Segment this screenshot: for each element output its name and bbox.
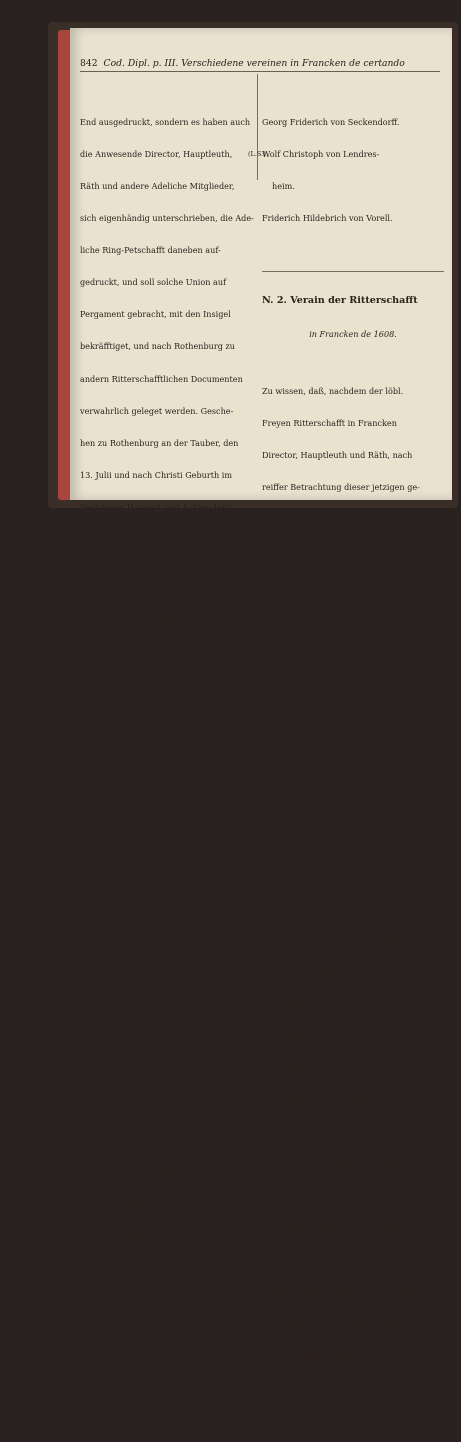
signatory: Lorenz von Guttenberg. <box>90 1163 188 1174</box>
text-line: liche Ring-Petschafft daneben auf- <box>80 245 221 256</box>
text-line: Orth dem Herkommen und seiner Pro- <box>262 963 421 974</box>
running-title: Cod. Dipl. p. III. Verschiedene vereinen in Francken de certando <box>103 58 405 69</box>
signatory-list <box>72 597 256 1421</box>
left-column <box>72 74 256 1442</box>
text-line: sich eigenhändig unterschrieben, die Ade- <box>80 213 254 224</box>
text-line: reiffer Betrachtung dieser jetzigen ge- <box>262 482 420 493</box>
text-line: tzung und Unions Notul zu Rothenburg <box>262 578 424 589</box>
catchword: Sechs <box>419 1380 444 1391</box>
text-line: 13. Julii und nach Christi Geburth im <box>80 469 233 480</box>
text-line: wölb, so darzu bereitet werden soll, ver- <box>262 1252 428 1263</box>
text-line: richt, und forthin also gehalten werden <box>262 867 424 878</box>
text-line: gedruckt, und soll solche Union auf <box>80 277 227 288</box>
text-line: bekräfftiget, und nach Rothenburg zu <box>80 341 235 352</box>
text-line: auf der Tauber sub dato verglichen; In <box>262 610 421 621</box>
text-line: Pergament gebracht, mit den Insigel <box>80 309 231 320</box>
text-line: fährlichen und weit aussehenden Zeiten, <box>262 514 430 525</box>
signatory: Johann Philipp Fuchs. <box>90 1131 180 1142</box>
signatory: Veit Ulrich Marschall von Ost- <box>90 746 214 757</box>
signatory: Christoph von Wiesenthau, der <box>90 938 218 949</box>
text-line: Freyen Ritterschafft in Francken <box>262 418 397 428</box>
text-line: Jahrs, auf das Adeliche Ganerben <box>262 1188 400 1199</box>
left-text-block <box>80 95 256 534</box>
signatory: Pancraz Stieber. <box>90 682 157 693</box>
signatory: Hans Eitel Truchseß. <box>90 1291 177 1302</box>
text-line: welcher beschlossen und versehen, daß man <box>262 642 446 653</box>
text-line: die Anwesende Director, Hauptleuth, <box>80 148 233 159</box>
text-line: Director, Hauptleuth und Räth, nach <box>262 450 413 461</box>
text-line: hen zu Rothenburg an der Tauber, den <box>80 437 239 448</box>
right-signatory-list <box>248 95 444 245</box>
text-line: gehalten werden soll, sowohl was die <box>262 738 416 749</box>
book-page <box>70 28 452 1399</box>
text-line: und jedes Jahr besonders, von den <box>262 1348 404 1359</box>
text-line: sich einer vertreulichen Zusammense- <box>262 546 420 557</box>
section-heading: N. 2. Verain der Ritterschafft <box>262 295 418 306</box>
text-line: bringen und aufsetzen soll, welches dann <box>262 803 433 814</box>
signatory <box>72 1003 256 1014</box>
signatory-name: Wolf Christoph von Lendres- <box>262 148 380 159</box>
running-header <box>80 58 440 72</box>
signatory-name: Reinhard von Städen. <box>90 1003 179 1014</box>
column-divider <box>257 74 258 180</box>
signatory: Friderich Hildebrich von Vorell. <box>262 213 393 224</box>
signatory: Georg Dietrich Groß Pferßfel- <box>90 1195 213 1206</box>
section-body <box>262 365 444 1413</box>
signatory: Georg Sebastian Stieber. <box>90 1388 193 1399</box>
text-line: so lang diese Union dauert, Jährlichen <box>262 1316 420 1327</box>
text-line: andern Ritterschafftlichen Documenten <box>80 373 243 384</box>
signatory: Hans Veit von Würzburg. <box>90 1259 193 1270</box>
signatory: Georg Friderich von Eglofff. <box>90 810 206 821</box>
signatory: Hans Conrad von Wolmers- <box>90 1324 203 1334</box>
text-line: Zu wissen, daß, nachdem der löbl. <box>262 385 404 396</box>
signatory: Hans Georg von Redwitz. <box>90 874 195 885</box>
signatory <box>248 148 444 160</box>
signatory: heim. <box>100 778 123 789</box>
seal-marker: (L.S.) <box>248 149 266 158</box>
signatory: Georg Friderich von Seckendorff. <box>262 116 400 127</box>
text-line: den sollen vermög der Union zusam- <box>262 1027 413 1038</box>
section-rule <box>262 271 444 272</box>
text-line: nachfolgender Gestalt ins Werck ge- <box>262 835 412 846</box>
text-line: End ausgedruckt, sondern es haben auch <box>80 116 251 127</box>
seal-label: (L. S.) <box>155 560 181 571</box>
signatory: jüngere. <box>100 970 135 981</box>
signatory: hausen. <box>100 1356 132 1367</box>
text-line: einen besondern Abschied, wie es damit <box>262 706 428 717</box>
page-number: 842 <box>80 58 98 69</box>
section-subheading: in Francken de 1608. <box>309 329 397 340</box>
text-line: Maß und Anzahl seyn soll, zu Papier <box>262 771 411 782</box>
text-line: wahret legen; Ingleichen soll forthin, <box>262 1284 415 1295</box>
signatory: Achaz von Guttenberg. <box>90 842 185 853</box>
signatory: Hans von Eglofstein. <box>90 906 176 917</box>
text-line: men sammlen, und solch Geld, Montag <box>262 1059 423 1070</box>
text-line: verwahrlich geleget werden. Gesche- <box>80 405 234 416</box>
signatory: Hans Veit von Schaumberg. <box>90 1067 204 1078</box>
text-line: Sechzehen Hundert und Achten Jahr. <box>80 501 233 512</box>
text-line: Räth und andere Adeliche Mitglieder, <box>80 181 235 191</box>
signatory: Hans Georg von Rothenhan. <box>90 617 207 628</box>
text-line: Hauß Rothenburg in ein besondere Ge- <box>262 1220 424 1231</box>
text-line: löbl. Ritterschafft in Francken, jedes <box>262 931 413 942</box>
text-line: portion nach, Fünffzig Tausend Gul- <box>262 995 410 1006</box>
signatory: heim. <box>272 181 295 191</box>
text-line: soll, nemlichen: Die Sechs Orth der <box>262 899 408 910</box>
text-line: nach dem Ersten Sonntag des Ad- <box>262 1091 402 1102</box>
signatory: der genannt. <box>100 1227 153 1238</box>
signatory: Lorenz von Münster. <box>90 1099 175 1110</box>
signatory: Bernhard von Bibra. <box>90 714 174 725</box>
right-column <box>248 74 446 1434</box>
signatory: Hans Georg von Künsperg. <box>90 1035 201 1046</box>
text-line: vents, welcher seyn wird der 28. No- <box>262 1124 414 1135</box>
text-line: wegen Dahstelung des Vorraths <box>262 674 393 685</box>
seal-marker: (L.S.) <box>72 1003 93 1013</box>
text-line: vembris alten Calenders instehenden <box>262 1156 416 1167</box>
signatory: Albert Christoph von Rosenberg. <box>90 650 226 661</box>
